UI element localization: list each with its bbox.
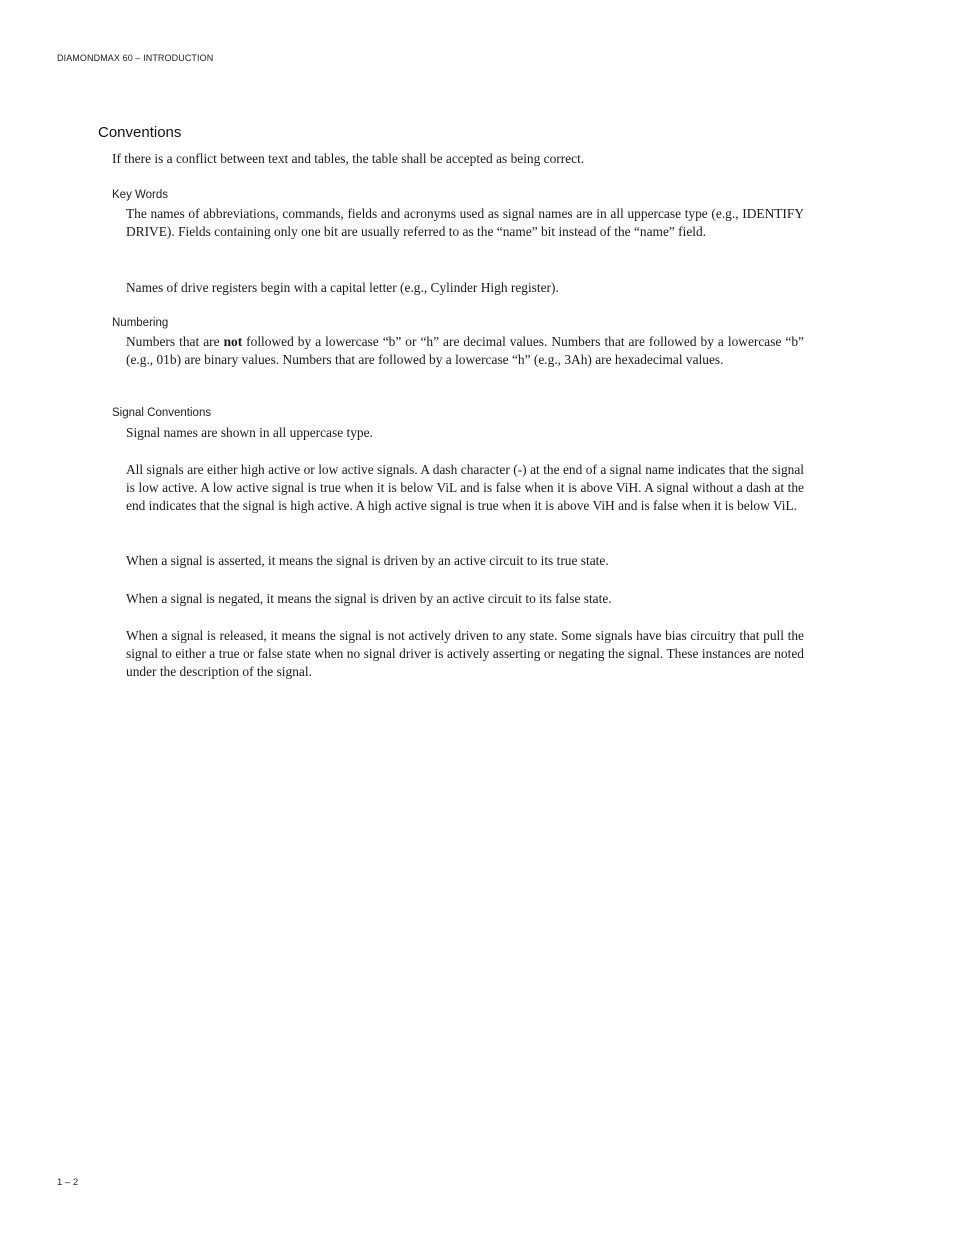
signal-paragraph-3: When a signal is asserted, it means the signal is driven by an active circuit to its true state. [126, 553, 609, 568]
page-number: 1 – 2 [57, 1177, 79, 1188]
running-header: DIAMONDMAX 60 – INTRODUCTION [57, 53, 214, 63]
intro-paragraph: If there is a conflict between text and tables, the table shall be accepted as being correct. [112, 151, 585, 166]
numbering-emphasis: not [223, 334, 243, 349]
section-title: Conventions [98, 124, 182, 141]
subheading-numbering: Numbering [112, 317, 169, 329]
key-words-paragraph-2: Names of drive registers begin with a capital letter (e.g., Cylinder High register). [126, 280, 559, 295]
numbering-paragraph [126, 333, 804, 369]
subheading-key-words: Key Words [112, 189, 169, 201]
numbering-text-after: followed by a lowercase “b” or “h” are decimal values. Numbers that are followed by a lowercase “b” (e.g., 01b) are binary values. Numbers that are followed by a lowercase “h” (e.g., 3Ah) are hexadecimal values. [126, 334, 805, 368]
numbering-text-before: Numbers that are [126, 334, 224, 349]
subheading-signal-conventions: Signal Conventions [112, 407, 212, 419]
signal-paragraph-4: When a signal is negated, it means the signal is driven by an active circuit to its false state. [126, 591, 612, 606]
signal-paragraph-2: All signals are either high active or low active signals. A dash character (-) at the end of a signal name indicates that the signal is low active. A low active signal is true when it is below ViL and is false when it is above ViH. A signal without a dash at the end indicates that the signal is high active. A high active signal is true when it is above ViH and is false when it is below ViL. [126, 462, 804, 514]
signal-paragraph-5: When a signal is released, it means the signal is not actively driven to any state. Some signals have bias circuitry that pull the signal to either a true or false state when no signal driver is actively asserting or negating the signal. These instances are noted under the description of the signal. [126, 628, 804, 680]
signal-paragraph-1: Signal names are shown in all uppercase type. [126, 425, 373, 440]
key-words-paragraph-1: The names of abbreviations, commands, fields and acronyms used as signal names are in all uppercase type (e.g., IDENTIFY DRIVE). Fields containing only one bit are usually referred to as the “name” bit instead of the “name” field. [126, 206, 804, 240]
